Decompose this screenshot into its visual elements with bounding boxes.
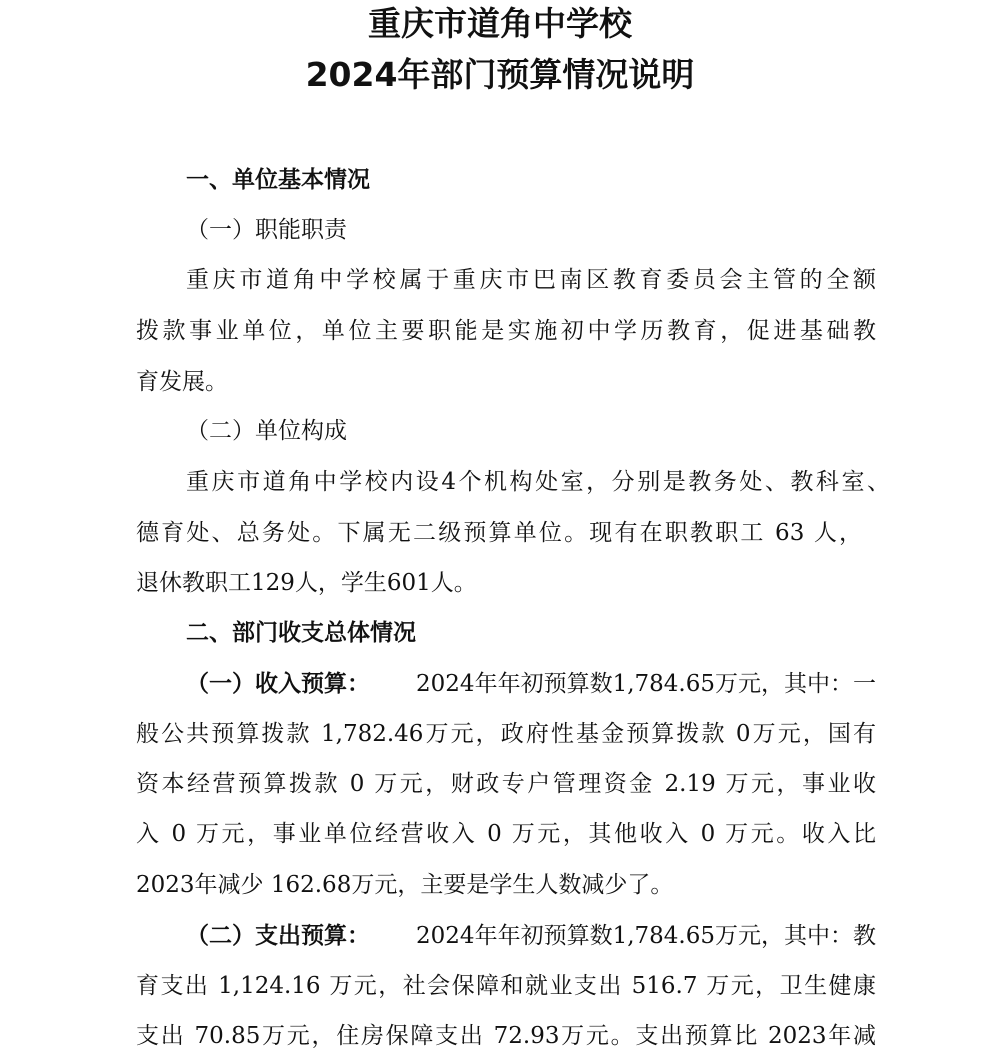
paragraph-line: 2023年减少 162.68万元，主要是学生人数减少了。 bbox=[136, 872, 674, 898]
paragraph-line: 入 0 万元，事业单位经营收入 0 万元，其他收入 0 万元。收入比 bbox=[136, 821, 876, 847]
paragraph-line: 拨款事业单位，单位主要职能是实施初中学历教育，促进基础教 bbox=[136, 318, 876, 344]
paragraph-line: 重庆市道角中学校内设4个机构处室，分别是教务处、教科室、 bbox=[186, 469, 890, 495]
document-title-line-1: 重庆市道角中学校 bbox=[368, 4, 632, 43]
paragraph-line: 资本经营预算拨款 0 万元，财政专户管理资金 2.19 万元，事业收 bbox=[136, 771, 876, 797]
document-title-line-2: 2024年部门预算情况说明 bbox=[305, 55, 695, 94]
paragraph-line: 德育处、总务处。下属无二级预算单位。现有在职教职工 63 人， bbox=[136, 520, 862, 546]
expense-label: （二）支出预算： bbox=[186, 923, 370, 949]
paragraph-line: 重庆市道角中学校属于重庆市巴南区教育委员会主管的全额 bbox=[186, 267, 876, 293]
section-heading-basic-info: 一、单位基本情况 bbox=[186, 167, 370, 193]
expense-line1-text: 2024年年初预算数1,784.65万元，其中：教 bbox=[416, 923, 876, 949]
section-heading-budget-overview: 二、部门收支总体情况 bbox=[186, 620, 416, 646]
income-line1-text: 2024年年初预算数1,784.65万元，其中：一 bbox=[416, 671, 876, 697]
subheading-composition: （二）单位构成 bbox=[186, 418, 347, 444]
paragraph-line: 支出 70.85万元，住房保障支出 72.93万元。支出预算比 2023年减 bbox=[136, 1023, 876, 1049]
income-first-line bbox=[186, 668, 876, 700]
expense-first-line bbox=[186, 920, 876, 952]
paragraph-line: 般公共预算拨款 1,782.46万元，政府性基金预算拨款 0万元，国有 bbox=[136, 721, 876, 747]
income-label: （一）收入预算： bbox=[186, 671, 370, 697]
paragraph-line: 退休教职工129人，学生601人。 bbox=[136, 570, 477, 596]
subheading-functions: （一）职能职责 bbox=[186, 217, 347, 243]
paragraph-line: 育支出 1,124.16 万元，社会保障和就业支出 516.7 万元，卫生健康 bbox=[136, 973, 876, 999]
paragraph-line: 育发展。 bbox=[136, 369, 228, 395]
